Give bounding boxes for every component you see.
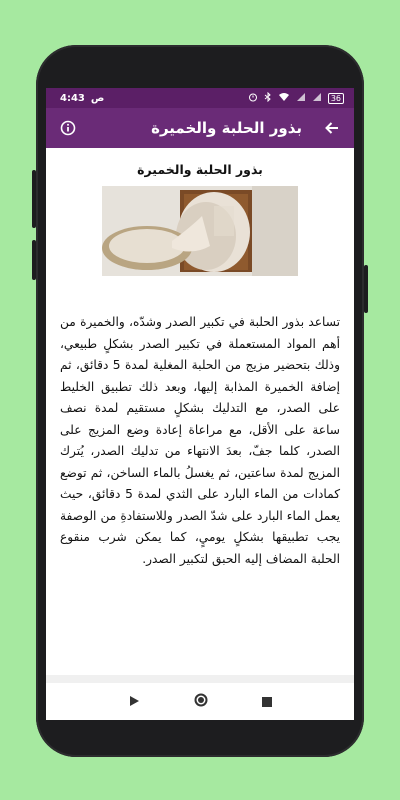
clock-time: 4:43 [60, 92, 85, 104]
home-circle-icon[interactable] [194, 692, 208, 711]
clock-period: ص [90, 92, 105, 104]
signal-icon [296, 92, 306, 105]
signal-icon-2 [312, 92, 322, 105]
fenugreek-image [102, 186, 298, 276]
status-bar [46, 88, 354, 108]
status-icons [248, 92, 344, 105]
alarm-icon [248, 92, 258, 105]
play-back-icon[interactable] [128, 692, 140, 711]
recents-square-icon[interactable] [262, 692, 272, 711]
navigation-bar [46, 683, 354, 720]
info-icon[interactable] [58, 118, 78, 138]
arrow-back-icon[interactable] [322, 118, 342, 138]
wifi-icon [278, 92, 290, 105]
battery-icon: 36 [328, 93, 344, 104]
side-button [364, 265, 368, 313]
app-bar [46, 108, 354, 148]
bluetooth-icon [264, 92, 272, 105]
article-content [46, 148, 354, 570]
app-bar-title: بذور الحلبة والخميرة [151, 119, 302, 137]
bottom-separator [46, 675, 354, 683]
app-screen [46, 88, 354, 720]
status-bar-clock [60, 93, 104, 104]
article-body: تساعد بذور الحلبة في تكبير الصدر وشدّه، والخميرة من أهم المواد المستعملة في تكبير الصدر بشكلٍ طبيعي، وذلك بتحضير مزيج من الحلبة المغلية لمدة 5 دقائق، ثم إضافة الخميرة المذابة إليها، وبعد ذلك تطبيق الخليط على الصدر، مع التدليك بشكلٍ مستقيم لمدة نصف ساعة على الأقل، مع مراعاة إعادة وضع المزيج على الصدر، كلما جفّ، بعدَ الانتهاء من تدليك الصدر، يُترك المزيج لمدة ساعتين، ثم يغسلُ بالماء الساخن، ثم توضع كمادات من الماء البارد على الثدي لمدة 5 دقائق، حيث يعمل الماء البارد على شدّ الصدر وللاستفادةِ من الوصفة يجب تطبيقها بشكلٍ يوميٍ، كما يمكن شرب منقوع الحلبة المضاف إليه الحبق لتكبير الصدر. [60, 315, 340, 566]
article-heading: بذور الحلبة والخميرة [137, 162, 263, 177]
